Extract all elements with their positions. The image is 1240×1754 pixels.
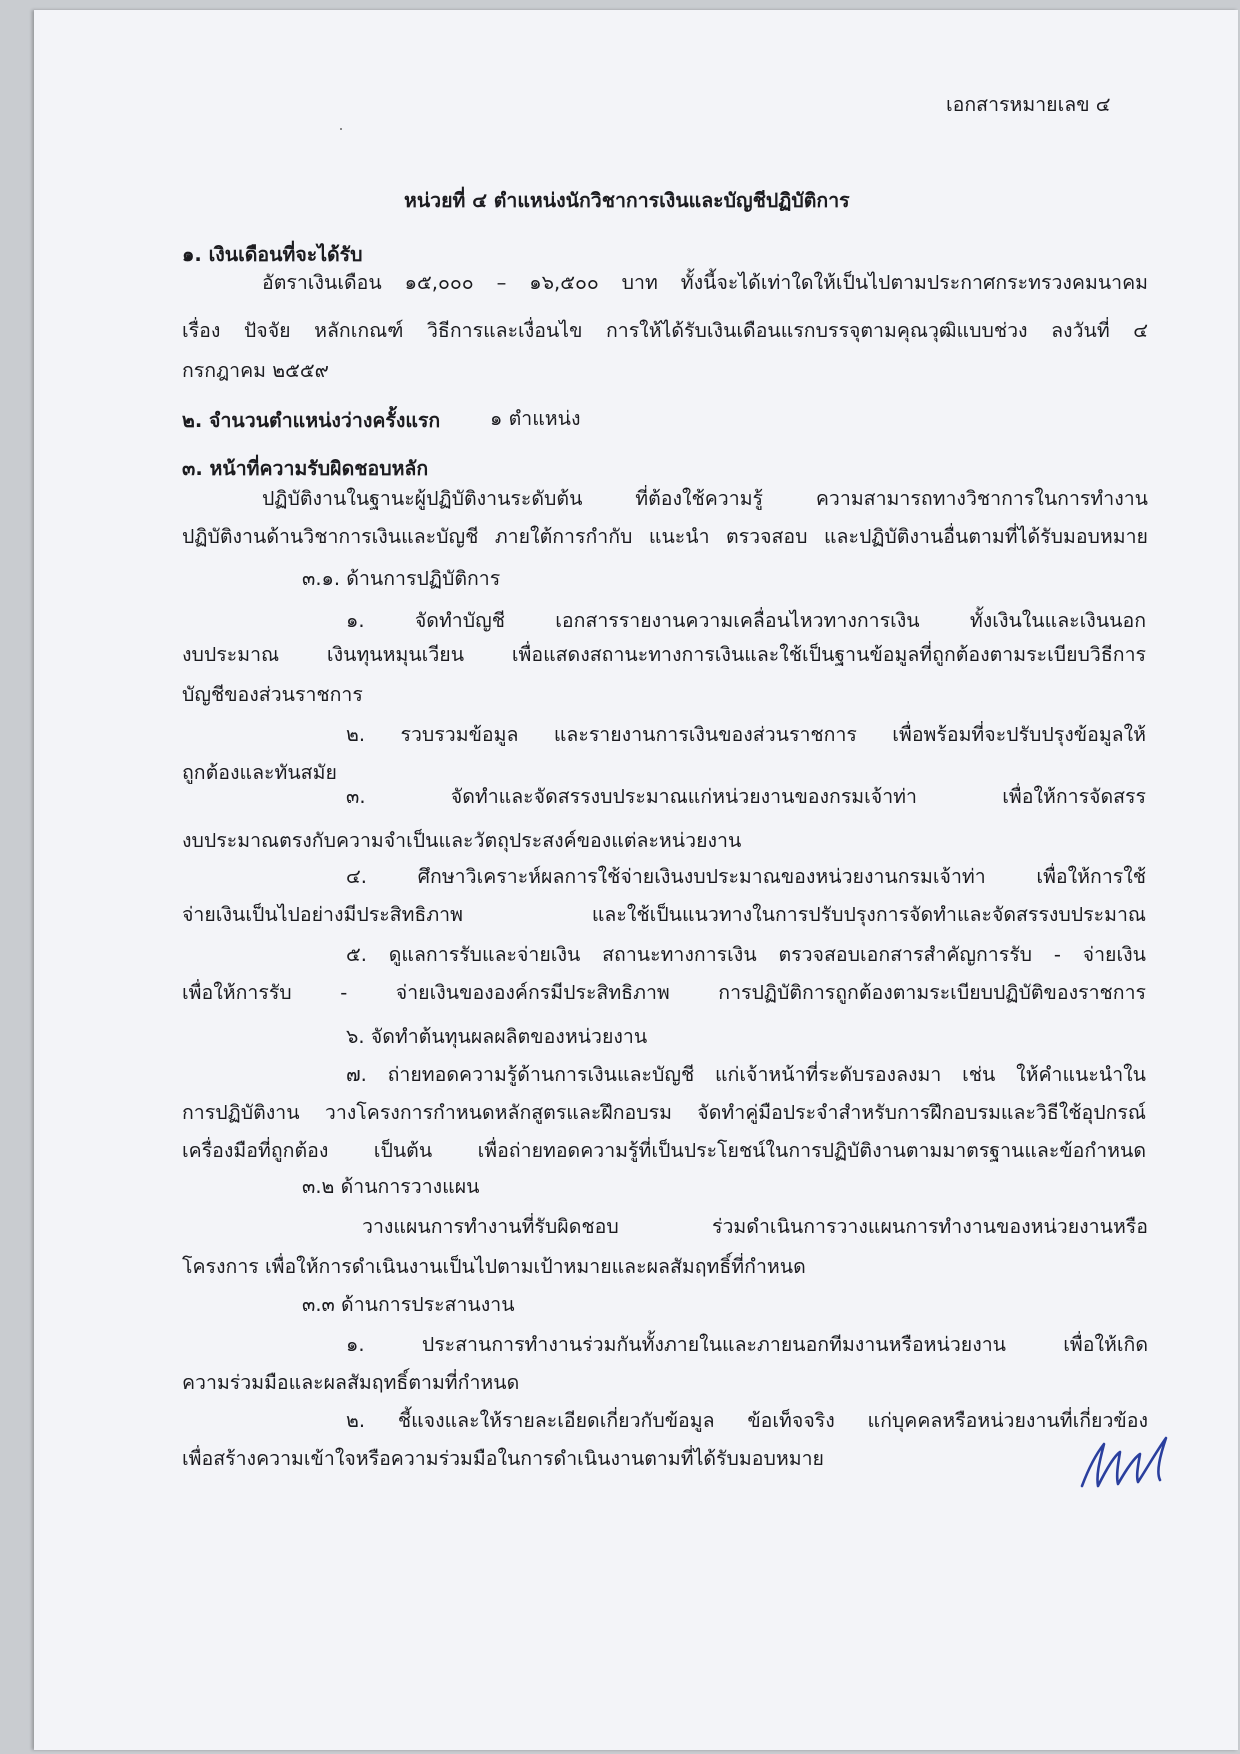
section-1-line: อัตราเงินเดือน ๑๕,๐๐๐ – ๑๖,๕๐๐ บาท ทั้งนี้จะได้เท่าใดให้เป็นไปตามประกาศกระทรวงคมนาคม bbox=[262, 271, 1148, 294]
planning-line: วางแผนการทำงานที่รับผิดชอบ ร่วมดำเนินการวางแผนการทำงานของหน่วยงานหรือ bbox=[362, 1215, 1148, 1238]
duty-item-line: งบประมาณ เงินทุนหมุนเวียน เพื่อแสดงสถานะทางการเงินและใช้เป็นฐานข้อมูลที่ถูกต้องตามระเบียบวิธีการ bbox=[182, 643, 1146, 666]
coordination-item-line: ๒. ชี้แจงและให้รายละเอียดเกี่ยวกับข้อมูล ข้อเท็จจริง แก่บุคคลหรือหน่วยงานที่เกี่ยวข้อง bbox=[346, 1409, 1148, 1432]
section-1-line: เรื่อง ปัจจัย หลักเกณฑ์ วิธีการและเงื่อนไข การให้ได้รับเงินเดือนแรกบรรจุตามคุณวุฒิแบบช่วง ลงวันที่ ๔ bbox=[182, 319, 1148, 342]
subsection-3-2-heading: ๓.๒ ด้านการวางแผน bbox=[302, 1175, 480, 1198]
duty-item-line: ๖. จัดทำต้นทุนผลผลิตของหน่วยงาน bbox=[346, 1025, 648, 1048]
document-title: หน่วยที่ ๔ ตำแหน่งนักวิชาการเงินและบัญชีปฏิบัติการ bbox=[404, 189, 850, 212]
duty-item-line: เครื่องมือที่ถูกต้อง เป็นต้น เพื่อถ่ายทอดความรู้ที่เป็นประโยชน์ในการปฏิบัติงานตามมาตรฐานและข้อกำหนด bbox=[182, 1139, 1146, 1162]
duty-item-line: งบประมาณตรงกับความจำเป็นและวัตถุประสงค์ของแต่ละหน่วยงาน bbox=[182, 829, 742, 852]
section-3-heading: ๓. หน้าที่ความรับผิดชอบหลัก bbox=[182, 457, 429, 480]
duty-item-line: การปฏิบัติงาน วางโครงการกำหนดหลักสูตรและฝึกอบรม จัดทำคู่มือประจำสำหรับการฝึกอบรมและวิธีใช้อุปกรณ์ bbox=[182, 1101, 1146, 1124]
section-2-heading: ๒. จำนวนตำแหน่งว่างครั้งแรก bbox=[182, 409, 441, 432]
duty-item-line: ๑. จัดทำบัญชี เอกสารรายงานความเคลื่อนไหวทางการเงิน ทั้งเงินในและเงินนอก bbox=[346, 609, 1146, 632]
planning-line: โครงการ เพื่อให้การดำเนินงานเป็นไปตามเป้าหมายและผลสัมฤทธิ์ที่กำหนด bbox=[182, 1255, 806, 1278]
section-3-intro-line: ปฏิบัติงานด้านวิชาการเงินและบัญชี ภายใต้การกำกับ แนะนำ ตรวจสอบ และปฏิบัติงานอื่นตามที่ได้รับมอบหมาย bbox=[182, 525, 1148, 548]
duty-item-line: ๗. ถ่ายทอดความรู้ด้านการเงินและบัญชี แก่เจ้าหน้าที่ระดับรองลงมา เช่น ให้คำแนะนำใน bbox=[346, 1063, 1146, 1086]
duty-item-line: ๒. รวบรวมข้อมูล และรายงานการเงินของส่วนราชการ เพื่อพร้อมที่จะปรับปรุงข้อมูลให้ bbox=[346, 723, 1146, 746]
duty-item-line: ๓. จัดทำและจัดสรรงบประมาณแก่หน่วยงานของกรมเจ้าท่า เพื่อให้การจัดสรร bbox=[346, 785, 1146, 808]
coordination-item-line: ๑. ประสานการทำงานร่วมกันทั้งภายในและภายนอกทีมงานหรือหน่วยงาน เพื่อให้เกิด bbox=[346, 1333, 1148, 1356]
section-1-heading: ๑. เงินเดือนที่จะได้รับ bbox=[182, 243, 363, 266]
scan-speck bbox=[340, 128, 342, 130]
duty-item-line: เพื่อให้การรับ - จ่ายเงินขององค์กรมีประสิทธิภาพ การปฏิบัติการถูกต้องตามระเบียบปฏิบัติของราชการ bbox=[182, 981, 1146, 1004]
vacancy-count: ๑ ตำแหน่ง bbox=[490, 407, 581, 430]
signature-mark bbox=[1074, 1430, 1184, 1500]
subsection-3-1-heading: ๓.๑. ด้านการปฏิบัติการ bbox=[302, 567, 501, 590]
section-1-line: กรกฎาคม ๒๕๕๙ bbox=[182, 359, 329, 382]
duty-item-line: ถูกต้องและทันสมัย bbox=[182, 761, 337, 784]
section-3-intro-line: ปฏิบัติงานในฐานะผู้ปฏิบัติงานระดับต้น ที่ต้องใช้ความรู้ ความสามารถทางวิชาการในการทำงาน bbox=[262, 487, 1148, 510]
duty-item-line: บัญชีของส่วนราชการ bbox=[182, 683, 363, 706]
coordination-item-line: เพื่อสร้างความเข้าใจหรือความร่วมมือในการดำเนินงานตามที่ได้รับมอบหมาย bbox=[182, 1447, 824, 1470]
coordination-item-line: ความร่วมมือและผลสัมฤทธิ์ตามที่กำหนด bbox=[182, 1371, 520, 1394]
document-page bbox=[34, 10, 1238, 1750]
document-number: เอกสารหมายเลข ๔ bbox=[946, 93, 1111, 116]
duty-item-line: ๕. ดูแลการรับและจ่ายเงิน สถานะทางการเงิน ตรวจสอบเอกสารสำคัญการรับ - จ่ายเงิน bbox=[346, 943, 1146, 966]
duty-item-line: ๔. ศึกษาวิเคราะห์ผลการใช้จ่ายเงินงบประมาณของหน่วยงานกรมเจ้าท่า เพื่อให้การใช้ bbox=[346, 865, 1146, 888]
duty-item-line: จ่ายเงินเป็นไปอย่างมีประสิทธิภาพ และใช้เป็นแนวทางในการปรับปรุงการจัดทำและจัดสรรงบประมาณ bbox=[182, 903, 1146, 926]
subsection-3-3-heading: ๓.๓ ด้านการประสานงาน bbox=[302, 1293, 515, 1316]
